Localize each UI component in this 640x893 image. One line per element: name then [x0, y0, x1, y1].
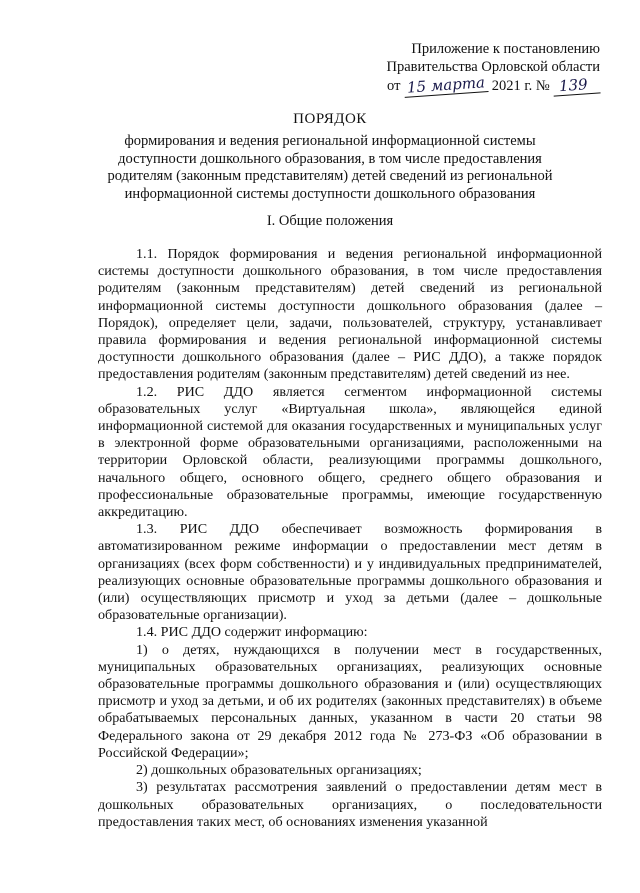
- list-item-3: 3) результатах рассмотрения заявлений о предоставлении детям мест в дошкольных образовательных организациях, о последовательности предоставления таких мест, об основаниях изменения указанной: [98, 779, 602, 830]
- list-item-2: 2) дошкольных образовательных организациях;: [136, 762, 422, 779]
- number-sign: №: [535, 78, 550, 94]
- list-item-1: 1) о детях, нуждающихся в получении мест в государственных, муниципальных образовательных организациях, реализующих основные образовательные программы дошкольного образования и (или) осуществляющих присмотр и уход за детьми, и об их родителях (законных представителях) в объеме обрабатываемых персональных данных, указанном в части 20 статьи 98 Федерального закона от 29 декабря 2012 года № 273-ФЗ «Об образовании в Российской Федерации»;: [98, 641, 602, 761]
- document-title: ПОРЯДОК: [293, 111, 367, 127]
- paragraph-1-3: 1.3. РИС ДДО обеспечивает возможность формирования в автоматизированном режиме информации о предоставлении мест детям в организациях (всех форм собственности) и у индивидуальных предпринимателей, реализующих основные образовательные программы дошкольного образования и (или) осуществляющих присмотр и уход за детьми (далее – дошкольные образовательные организации).: [98, 521, 602, 624]
- title-block: [100, 110, 560, 203]
- handwritten-date: 15 марта: [404, 73, 489, 98]
- document-subtitle: формирования и ведения региональной информационной системы доступности дошкольного образования, в том числе предоставления родителям (законным представителям) детей сведений из региональной информационной системы доступности дошкольного образования: [107, 133, 553, 202]
- appendix-line-1: Приложение к постановлению: [411, 41, 600, 57]
- handwritten-number: 139: [553, 74, 601, 96]
- paragraph-1-1: 1.1. Порядок формирования и ведения региональной информационной системы доступности дошкольного образования, в том числе предоставления родителям (законным представителям) детей сведений из региональной информационной системы доступности дошкольного образования (далее – Порядок), определяет цели, задачи, пользователей, структуру, устанавливает правила формирования и ведения региональной информационной системы доступности дошкольного образования (далее – РИС ДДО), а также порядок предоставления родителям (законным представителям) детей сведений из нее.: [98, 246, 602, 383]
- paragraph-1-2: 1.2. РИС ДДО является сегментом информационной системы образовательных услуг «Виртуальная школа», являющейся единой информационной системой для оказания государственных и муниципальных услуг в электронной форме образовательными организациями, расположенными на территории Орловской области, реализующими программы дошкольного, начального общего, основного общего, среднего общего образования и профессиональные образовательные программы, имеющие государственную аккредитацию.: [98, 383, 602, 521]
- date-prefix: от: [387, 78, 401, 94]
- section-heading: I. Общие положения: [266, 213, 394, 229]
- date-year: 2021 г.: [491, 78, 533, 94]
- appendix-header: [348, 40, 600, 95]
- document-body: [98, 246, 602, 831]
- paragraph-1-4: 1.4. РИС ДДО содержит информацию:: [136, 624, 368, 641]
- appendix-line-2: Правительства Орловской области: [386, 59, 600, 75]
- appendix-date-line: [348, 73, 600, 97]
